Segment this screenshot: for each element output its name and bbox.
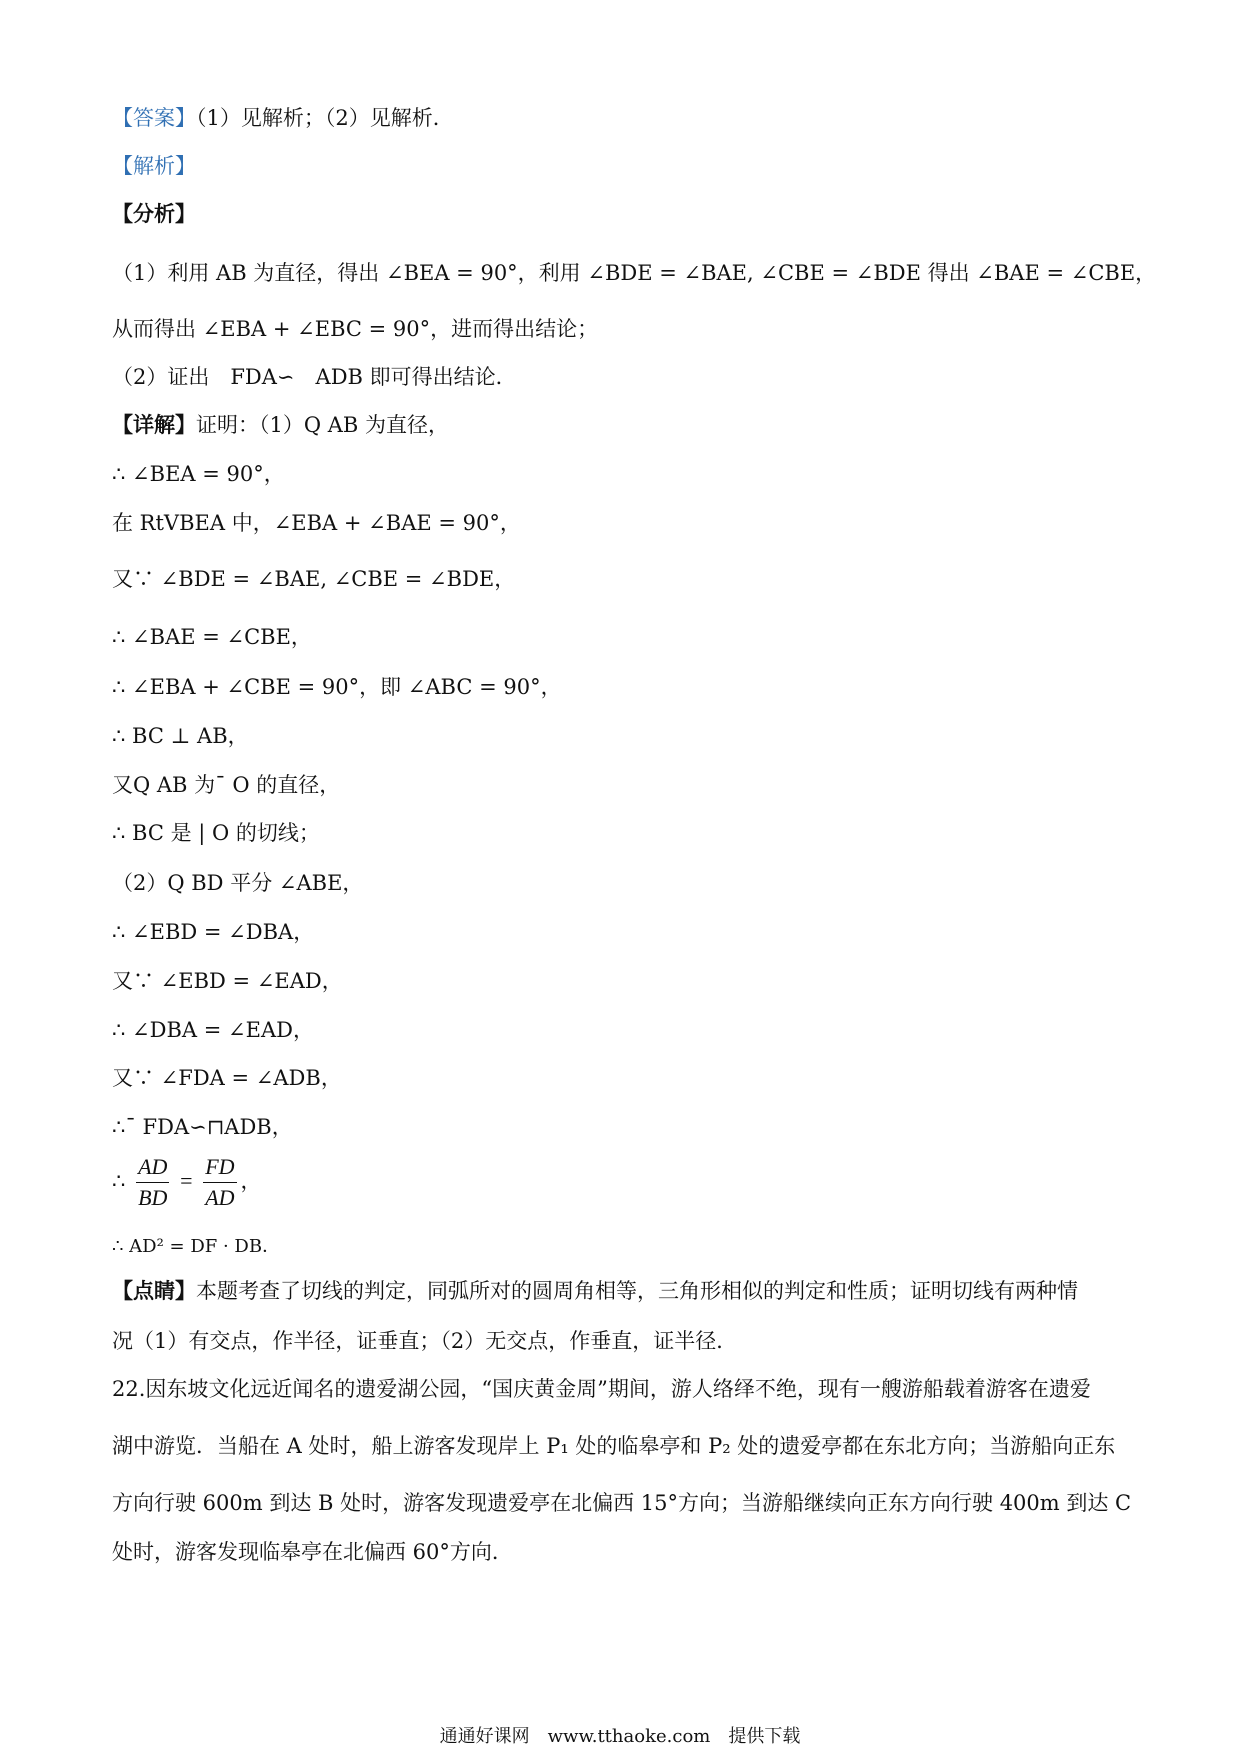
fraction-suffix: ，: [240, 1169, 262, 1193]
detail-line-4: ∴ ∠BAE = ∠CBE，: [112, 625, 312, 649]
dianjing-text-1: 本题考查了切线的判定，同弧所对的圆周角相等，三角形相似的判定和性质；证明切线有两种情: [196, 1279, 1078, 1303]
dianjing-tag: 【点睛】: [112, 1278, 196, 1303]
detail-line-12: ∴ ∠DBA = ∠EAD，: [112, 1018, 314, 1042]
detail-text-0: 证明：（1）Q AB 为直径，: [196, 413, 450, 437]
fenxi-line-3: （2）证出 FDA∽ ADB 即可得出结论．: [112, 365, 517, 389]
detail-line-11: 又∵ ∠EBD = ∠EAD，: [112, 969, 343, 993]
fraction-1-numerator: AD: [136, 1152, 169, 1183]
answer-line: [112, 103, 454, 133]
q22-line-1: 22.因东坡文化远近闻名的遗爱湖公园，“国庆黄金周”期间，游人络绎不绝，现有一艘游船载着游客在遗爱: [112, 1377, 1091, 1401]
fraction-line: [112, 1152, 262, 1213]
q22-line-2: 湖中游览．当船在 A 处时，船上游客发现岸上 P₁ 处的临皋亭和 P₂ 处的遗爱亭都在东北方向；当游船向正东: [112, 1434, 1116, 1458]
analysis-tag: 【解析】: [112, 154, 196, 178]
fraction-1-denominator: BD: [138, 1185, 168, 1210]
q22-line-4: 处时，游客发现临皋亭在北偏西 60°方向．: [112, 1540, 513, 1564]
detail-line-10: ∴ ∠EBD = ∠DBA，: [112, 920, 315, 944]
fraction-ad-bd: [136, 1152, 169, 1213]
page-footer: 通通好课网 www.tthaoke.com 提供下载: [439, 1726, 801, 1747]
detail-line-9: （2）Q BD 平分 ∠ABE，: [112, 871, 364, 895]
fenxi-line-2: 从而得出 ∠EBA + ∠EBC = 90°，进而得出结论；: [112, 317, 599, 341]
detail-line-8: ∴ BC 是 | O 的切线；: [112, 821, 320, 845]
dianjing-line-1: [112, 1276, 1078, 1306]
detail-line-0: [112, 410, 449, 440]
detail-line-16: ∴ AD² = DF · DB．: [112, 1236, 281, 1257]
detail-line-14: ∴¯ FDA∽⊓ADB，: [112, 1115, 293, 1139]
fraction-prefix: ∴: [112, 1169, 126, 1193]
detail-line-5: ∴ ∠EBA + ∠CBE = 90°，即 ∠ABC = 90°，: [112, 675, 562, 699]
fenxi-tag: 【分析】: [112, 201, 196, 226]
fraction-fd-ad: [203, 1152, 236, 1213]
detail-line-13: 又∵ ∠FDA = ∠ADB，: [112, 1066, 342, 1090]
dianjing-line-2: 况（1）有交点，作半径，证垂直；（2）无交点，作垂直，证半径．: [112, 1329, 738, 1353]
detail-tag: 【详解】: [112, 412, 196, 437]
detail-line-7: 又Q AB 为¯ O 的直径，: [112, 773, 341, 797]
fenxi-line-1: （1）利用 AB 为直径，得出 ∠BEA = 90°，利用 ∠BDE = ∠BAE, ∠CBE = ∠BDE 得出 ∠BAE = ∠CBE，: [112, 261, 1157, 285]
answer-tag: 【答案】: [112, 106, 196, 130]
detail-line-6: ∴ BC ⊥ AB，: [112, 724, 249, 748]
detail-line-2: 在 RtVBEA 中，∠EBA + ∠BAE = 90°，: [112, 511, 521, 535]
fraction-2-numerator: FD: [203, 1152, 236, 1183]
answer-text: （1）见解析；（2）见解析．: [196, 106, 454, 130]
detail-line-3: 又∵ ∠BDE = ∠BAE, ∠CBE = ∠BDE，: [112, 567, 516, 591]
fraction-2-denominator: AD: [205, 1185, 235, 1210]
detail-line-1: ∴ ∠BEA = 90°，: [112, 462, 285, 486]
q22-line-3: 方向行驶 600m 到达 B 处时，游客发现遗爱亭在北偏西 15°方向；当游船继续向正东方向行驶 400m 到达 C: [112, 1491, 1132, 1515]
fraction-equals: =: [180, 1168, 193, 1193]
